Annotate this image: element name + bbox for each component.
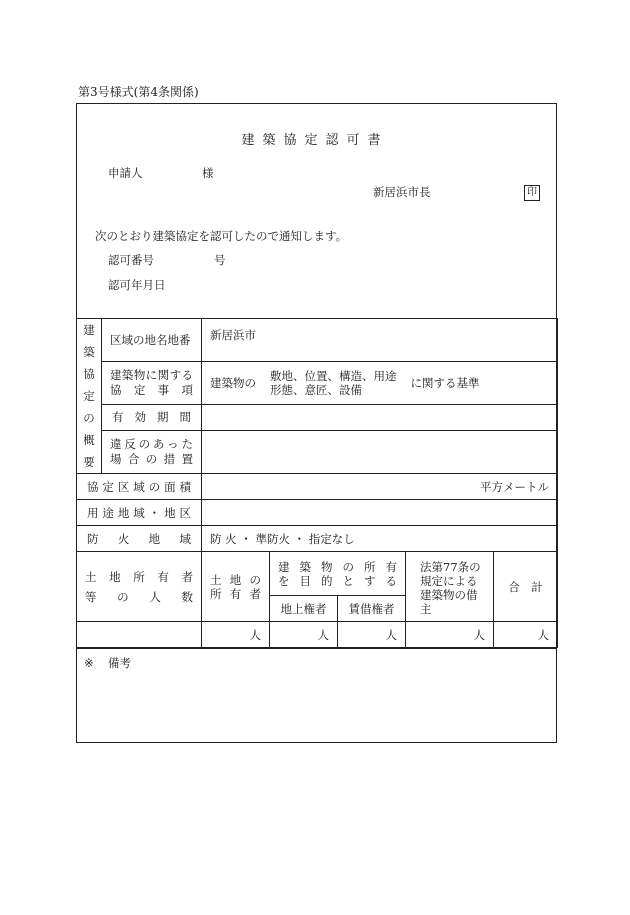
area-unit: 平方メートル bbox=[202, 474, 558, 500]
mayor-title: 新居浜市長 bbox=[373, 185, 431, 199]
matters-suffix: に関する基準 bbox=[410, 375, 480, 390]
lease-right-label: 賃借権者 bbox=[338, 596, 406, 622]
land-owner-label: 土地の 所有者 bbox=[202, 552, 270, 622]
remarks-label: 備考 bbox=[108, 656, 131, 670]
area-name-value: 新居浜市 bbox=[202, 319, 558, 362]
matters-prefix: 建築物の bbox=[210, 375, 256, 390]
lease-right-count: 人 bbox=[338, 622, 406, 648]
usage-value bbox=[202, 500, 558, 526]
matters-items: 敷地、位置、構造、用途 形態、意匠、設備 bbox=[270, 368, 397, 397]
violation-value bbox=[202, 431, 558, 474]
overview-label: 建 築 協 定 の 概 要 bbox=[77, 319, 102, 474]
fire-label: 防火地域 bbox=[77, 526, 202, 552]
approval-date-label: 認可年月日 bbox=[108, 278, 166, 292]
period-label: 有効期間 bbox=[102, 404, 202, 431]
total-label: 合 計 bbox=[494, 552, 558, 622]
number-suffix: 号 bbox=[214, 253, 226, 267]
area-name-label: 区域の地名地番 bbox=[102, 319, 202, 362]
document-title: 建築協定認可書 bbox=[241, 133, 389, 148]
owners-label: 土地所有者 等の人数 bbox=[77, 552, 202, 622]
remarks-mark: ※ bbox=[84, 656, 94, 670]
surface-right-count: 人 bbox=[270, 622, 338, 648]
form-number: 第3号様式(第4条関係) bbox=[78, 85, 199, 99]
art77-label: 法第77条の 規定による 建築物の借 主 bbox=[406, 552, 494, 622]
notice-text: 次のとおり建築協定を認可したので通知します。 bbox=[95, 229, 348, 243]
seal-mark: 印 bbox=[524, 185, 540, 201]
violation-label: 違反のあった 場合の措置 bbox=[102, 431, 202, 474]
applicant-label: 申請人 bbox=[108, 166, 143, 180]
purpose-label: 建築物の所有 を目的とする bbox=[270, 552, 406, 596]
owners-count-blank bbox=[77, 622, 202, 648]
agreement-table bbox=[76, 318, 558, 648]
usage-label: 用途地域・地区 bbox=[77, 500, 202, 526]
fire-options: 防 火 ・ 準防火 ・ 指定なし bbox=[202, 526, 558, 552]
land-owner-count: 人 bbox=[202, 622, 270, 648]
period-value bbox=[202, 404, 558, 431]
surface-right-label: 地上権者 bbox=[270, 596, 338, 622]
art77-count: 人 bbox=[406, 622, 494, 648]
matters-value bbox=[202, 361, 558, 404]
honorific: 様 bbox=[202, 166, 214, 180]
remarks-box bbox=[76, 648, 557, 743]
area-size-label: 協定区域の面積 bbox=[77, 474, 202, 500]
matters-label: 建築物に関する 協定事項 bbox=[102, 361, 202, 404]
approval-number-label: 認可番号 bbox=[108, 253, 154, 267]
total-count: 人 bbox=[494, 622, 558, 648]
